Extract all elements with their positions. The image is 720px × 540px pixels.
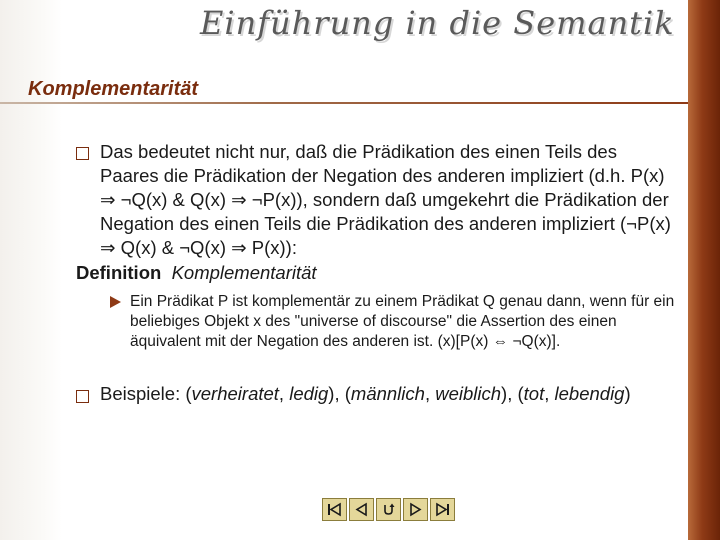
definition-line: [76, 262, 317, 284]
return-icon: [380, 502, 397, 517]
first-icon: [326, 502, 343, 517]
definition-label: Definition: [76, 262, 162, 283]
return-button[interactable]: [376, 498, 401, 521]
first-slide-button[interactable]: [322, 498, 347, 521]
slide-navigation: [322, 498, 455, 521]
last-icon: [434, 502, 451, 517]
previous-icon: [353, 502, 370, 517]
bullet-box-icon: [76, 147, 89, 160]
next-slide-button[interactable]: [403, 498, 428, 521]
last-slide-button[interactable]: [430, 498, 455, 521]
header-divider: [0, 102, 688, 104]
right-decor-band: [688, 0, 720, 540]
slide-title: Komplementarität: [28, 78, 199, 100]
triangle-bullet-icon: [110, 296, 121, 308]
next-icon: [407, 502, 424, 517]
definition-text: Ein Prädikat P ist komplementär zu einem Prädikat Q genau dann, wenn für ein beliebiges Objekt x des "universe of discourse" die Assertion des einen äquivalent mit der Negation des anderen ist. (x)[P(x) ⇔ ¬Q(x)].: [130, 293, 675, 350]
bullet-text-2: Beispiele: (verheiratet, ledig), (männlich, weiblich), (tot, lebendig): [100, 383, 631, 404]
bullet-box-icon: [76, 390, 89, 403]
header-title: Einführung in die Semantik: [200, 4, 675, 42]
previous-slide-button[interactable]: [349, 498, 374, 521]
bullet-text-1: Das bedeutet nicht nur, daß die Prädikation des einen Teils des Paares die Prädikation der Negation des anderen impliziert (d.h. P(x) ⇒ ¬Q(x) & Q(x) ⇒ ¬P(x)), sondern daß umgekehrt die Prädikation der Negation des einen Teils die Prädikation des anderen impliziert (¬P(x) ⇒ Q(x) & ¬Q(x) ⇒ P(x)):: [100, 141, 671, 258]
definition-term: Komplementarität: [171, 262, 317, 283]
